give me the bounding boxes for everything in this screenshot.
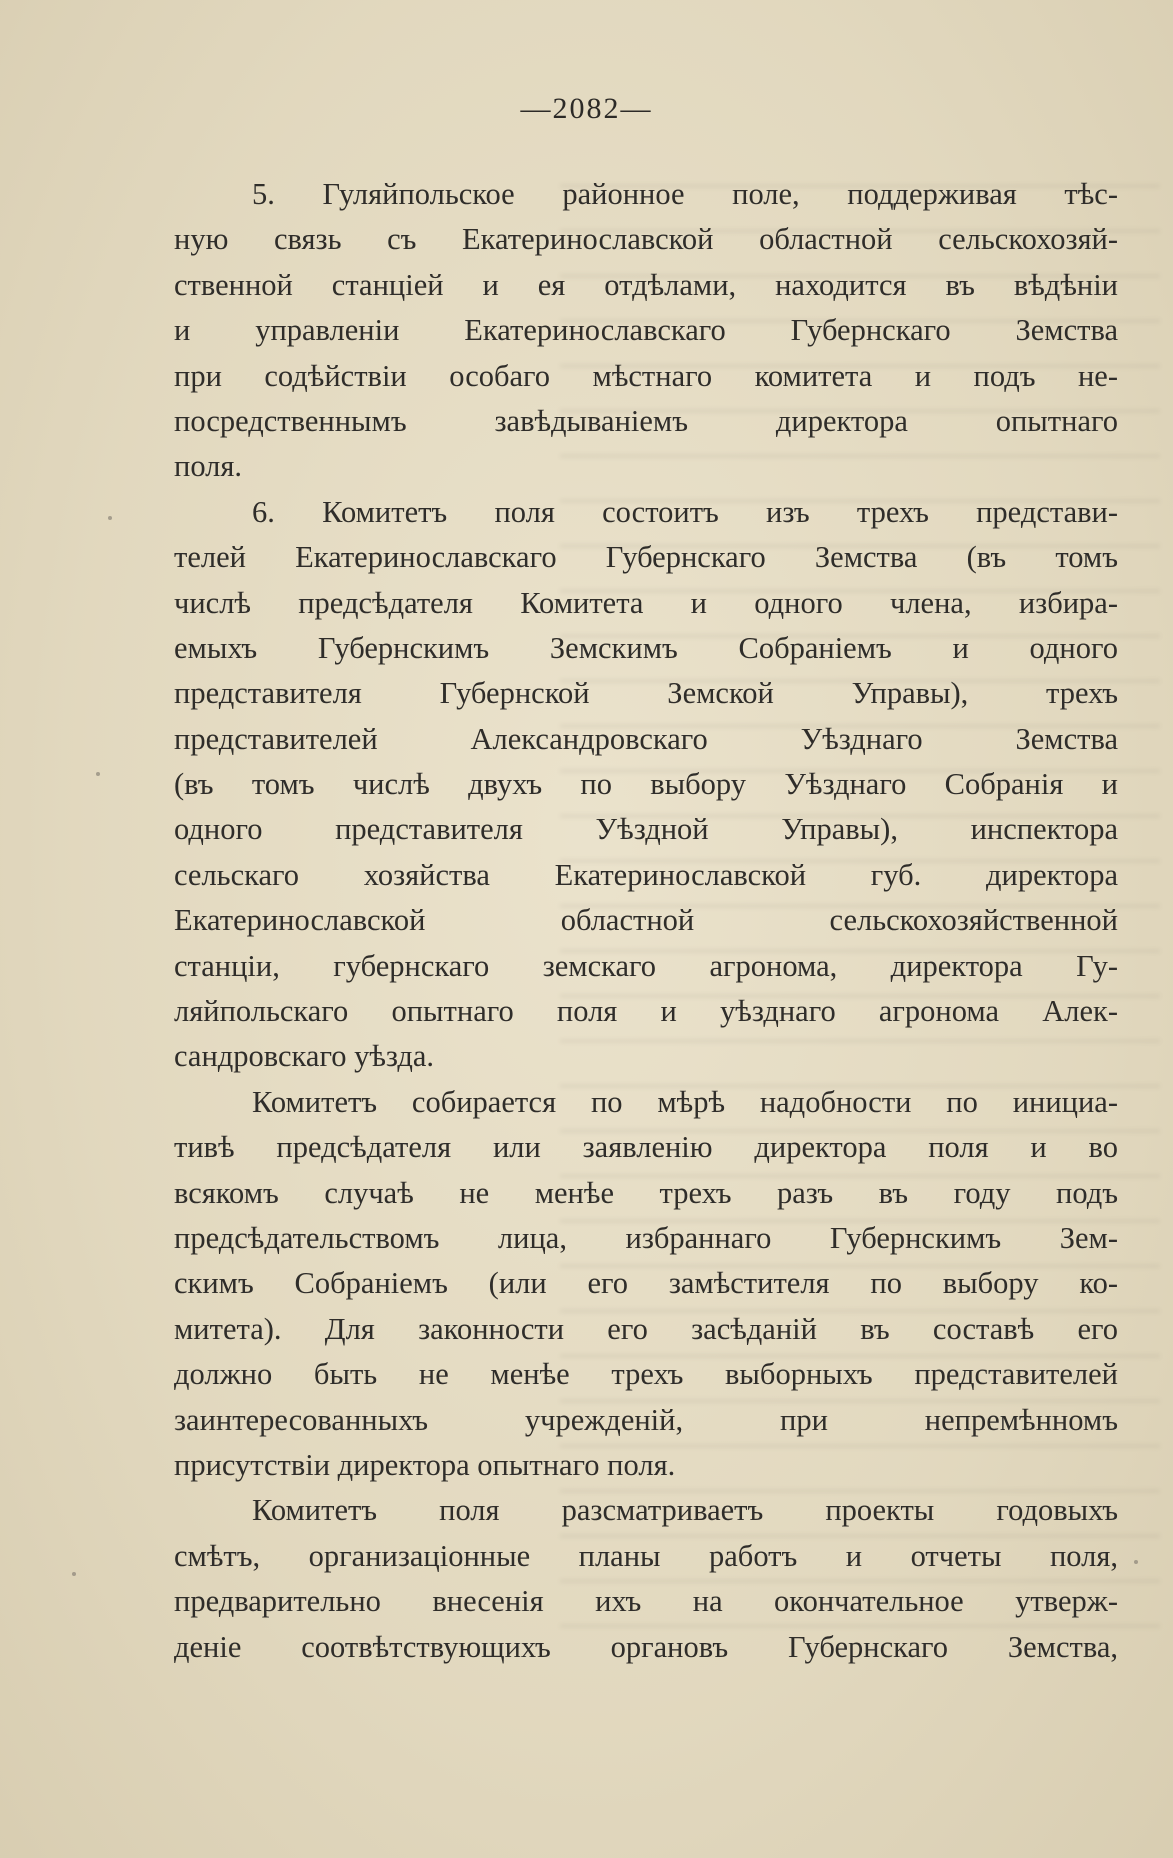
text-line: ную связь съ Екатеринославской областной сельскохозяй-	[174, 222, 1118, 257]
text-line: Комитетъ собирается по мѣрѣ надобности по инициа-	[252, 1084, 1118, 1119]
text-line: всякомъ случаѣ не менѣе трехъ разъ въ году подъ	[174, 1175, 1118, 1210]
text-line: деніе соотвѣтствующихъ органовъ Губернскаго Земства,	[174, 1629, 1118, 1664]
page-number: —2082—	[520, 92, 653, 125]
text-line: скимъ Собраніемъ (или его замѣстителя по выбору ко-	[174, 1266, 1118, 1301]
text-line: сельскаго хозяйства Екатеринославской губ. директора	[174, 857, 1118, 892]
paragraph-6	[174, 490, 1118, 1080]
text-line: Комитетъ поля разсматриваетъ проекты годовыхъ	[252, 1493, 1118, 1528]
text-line: (въ томъ числѣ двухъ по выбору Уѣзднаго Собранія и	[174, 767, 1118, 802]
text-line: при содѣйствіи особаго мѣстнаго комитета и подъ не-	[174, 358, 1118, 393]
text-line: и управленіи Екатеринославскаго Губернскаго Земства	[174, 313, 1118, 348]
text-line: представителей Александровскаго Уѣзднаго Земства	[174, 721, 1118, 756]
text-line: митета). Для законности его засѣданій въ составѣ его	[174, 1311, 1118, 1346]
text-line: ственной станціей и ея отдѣлами, находится въ вѣдѣніи	[174, 267, 1118, 302]
text-line: емыхъ Губернскимъ Земскимъ Собраніемъ и одного	[174, 630, 1118, 665]
text-line: ляйпольскаго опытнаго поля и уѣзднаго агронома Алек-	[174, 994, 1118, 1029]
text-line: поля.	[174, 449, 243, 484]
text-line: заинтересованныхъ учрежденій, при непремѣнномъ	[174, 1402, 1118, 1437]
text-line: должно быть не менѣе трехъ выборныхъ представителей	[174, 1357, 1118, 1392]
text-line: смѣтъ, организаціонные планы работъ и отчеты поля,	[174, 1538, 1118, 1573]
text-line: телей Екатеринославскаго Губернскаго Земства (въ томъ	[174, 540, 1118, 575]
paper-speck	[1134, 1560, 1138, 1564]
body-text	[174, 172, 1118, 1670]
text-line: одного представителя Уѣздной Управы), инспектора	[174, 812, 1118, 847]
text-line: сандровскаго уѣзда.	[174, 1039, 435, 1074]
text-line: предварительно внесенія ихъ на окончательное утверж-	[174, 1584, 1118, 1619]
text-line: 6. Комитетъ поля состоитъ изъ трехъ представи-	[252, 494, 1118, 529]
paragraph-committee-review	[174, 1488, 1118, 1670]
text-line: предсѣдательствомъ лица, избраннаго Губернскимъ Зем-	[174, 1220, 1118, 1255]
text-line: представителя Губернской Земской Управы), трехъ	[174, 676, 1118, 711]
text-line: числѣ предсѣдателя Комитета и одного члена, избира-	[174, 585, 1118, 620]
text-line: станціи, губернскаго земскаго агронома, директора Гу-	[174, 948, 1118, 983]
paragraph-5	[174, 172, 1118, 490]
text-line: Екатеринославской областной сельскохозяйственной	[174, 903, 1118, 938]
paper-speck	[108, 516, 112, 520]
paper-speck	[72, 1572, 76, 1576]
paper-speck	[96, 772, 100, 776]
text-line: тивѣ предсѣдателя или заявленію директора поля и во	[174, 1130, 1118, 1165]
text-line: присутствіи директора опытнаго поля.	[174, 1447, 676, 1482]
text-line: 5. Гуляйпольское районное поле, поддерживая тѣс-	[252, 177, 1118, 211]
paragraph-committee-meetings	[174, 1080, 1118, 1489]
text-line: посредственнымъ завѣдываніемъ директора опытнаго	[174, 403, 1118, 438]
